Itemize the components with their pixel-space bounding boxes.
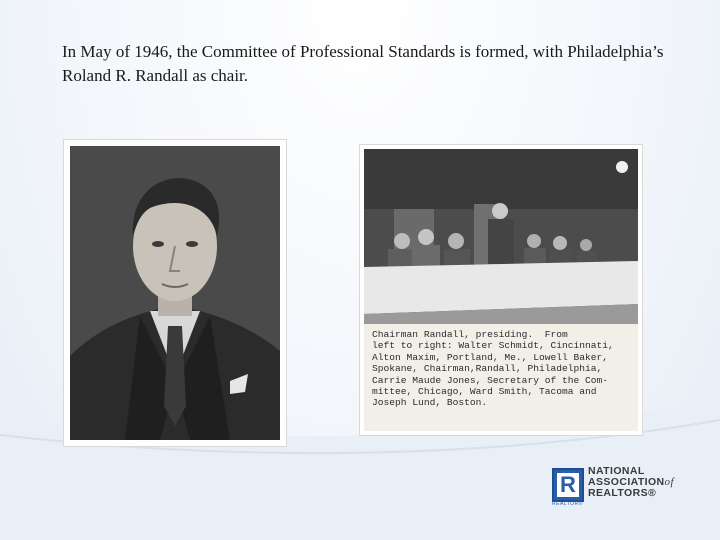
meeting-caption-line: Carrie Maude Jones, Secretary of the Com- [372, 374, 609, 386]
logo-sub-label: REALTOR® [552, 501, 583, 507]
logo-line-3: REALTORS® [588, 487, 657, 499]
logo-wordmark [588, 466, 674, 499]
meeting-caption-line: Chairman Randall, presiding. From [372, 329, 568, 340]
portrait-photo [64, 140, 286, 446]
logo-of: of [664, 476, 674, 488]
meeting-caption-line: mittee, Chicago, Ward Smith, Tacoma and [372, 386, 597, 398]
meeting-caption-line: Alton Maxim, Portland, Me., Lowell Baker, [372, 351, 609, 363]
meeting-photo [360, 145, 642, 435]
meeting-image [364, 149, 638, 324]
portrait-image [70, 146, 280, 440]
meeting-caption [372, 329, 634, 409]
logo-line-1: NATIONAL [588, 465, 645, 477]
slide-caption: In May of 1946, the Committee of Professional Standards is formed, with Philadelphia’s Roland R. Randall as chair. [62, 42, 664, 85]
realtor-r-icon: R [552, 468, 584, 502]
meeting-caption-line: Joseph Lund, Boston. [372, 397, 488, 409]
meeting-caption-line: left to right: Walter Schmidt, Cincinnati, [372, 340, 614, 352]
meeting-caption-line: Spokane, Chairman,Randall, Philadelphia, [372, 363, 603, 375]
nar-logo [552, 466, 712, 510]
portrait-illustration [70, 146, 280, 440]
meeting-illustration [364, 149, 638, 324]
logo-line-2-text: ASSOCIATION [588, 476, 665, 488]
